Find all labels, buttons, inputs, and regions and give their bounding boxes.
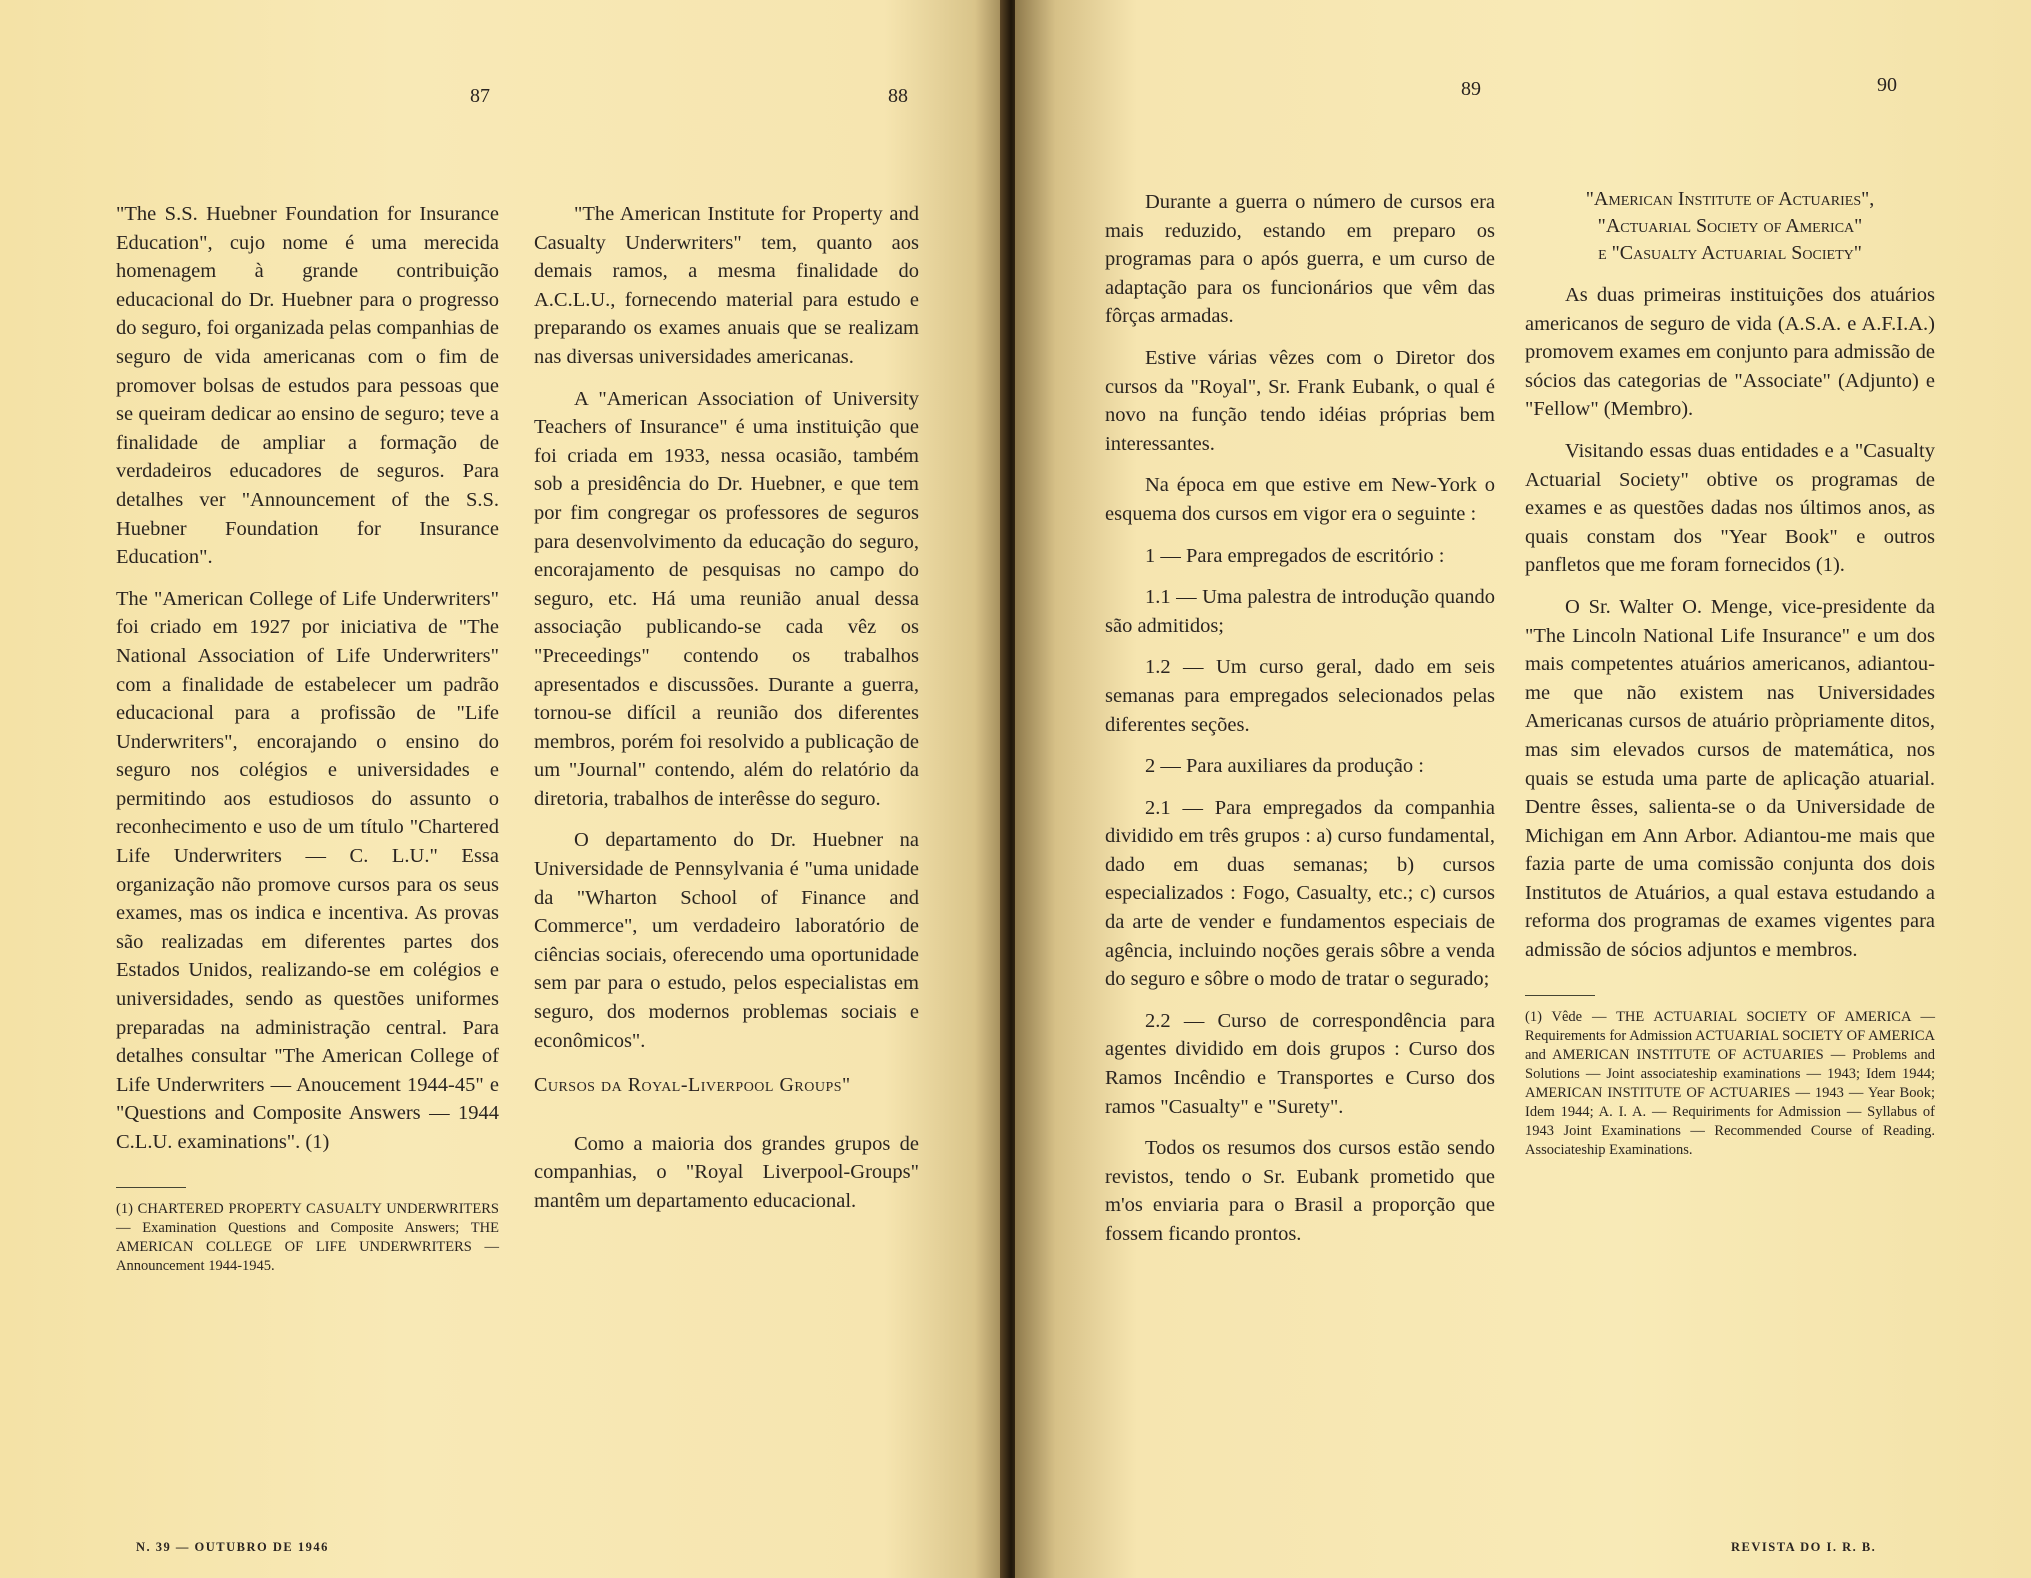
paragraph: A "American Association of University Teachers of Insurance" é uma instituição que foi criada em 1933, nessa ocasião, também sob a presidência do Dr. Huebner, e que tem por fim congregar os professores de seguros para desenvolvimento da educação do seguro, encorajamento de pesquisas no campo do seguro, etc. Há uma reunião anual dessa associação publicando-se cada vêz os "Preceedings" contendo os trabalhos apresentados e discussões. Durante a guerra, tornou-se difícil a reunião dos diferentes membros, porém foi resolvido a publicação de um "Journal" contendo, além do relatório da diretoria, trabalhos de interêsse do seguro. — [534, 387, 919, 810]
page-number-87: 87 — [470, 85, 490, 107]
paragraph: 2.1 — Para empregados da companhia dividido em três grupos : a) curso fundamental, dado em duas semanas; b) cursos especializados : Fogo, Casualty, etc.; c) cursos da arte de vender e fundamentos especiais de agência, incluindo noções gerais sôbre a venda do seguro e sôbre o modo de tratar o segurado; — [1105, 796, 1495, 991]
paragraph: 2 — Para auxiliares da produção : — [1145, 755, 1424, 778]
paragraph: 1 — Para empregados de escritório : — [1145, 544, 1445, 567]
paragraph: O departamento do Dr. Huebner na Universidade de Pennsylvania é "uma unidade da "Wharton School of Finance and Commerce", um verdadeiro laboratório de ciências sociais, oferecendo uma oportunidade sem par para o estudo, pelos especialistas em seguro, dos modernos problemas sociais e econômicos". — [534, 829, 919, 1052]
heading-line: e "Casualty Actuarial Society" — [1598, 242, 1862, 264]
paragraph: "The S.S. Huebner Foundation for Insurance Education", cujo nome é uma merecida homenagem à grande contribuição educacional do Dr. Huebner para o progresso do seguro, foi organizada pelas companhias de seguro de vida americanas com o fim de promover bolsas de estudos para pessoas que se queiram dedicar ao ensino de seguro; teve a finalidade de ampliar a formação de verdadeiros educadores de seguros. Para detalhes ver "Announcement of the S.S. Huebner Foundation for Insurance Education". — [116, 203, 499, 569]
paragraph: 1.2 — Um curso geral, dado em seis semanas para empregados selecionados pelas diferentes seções. — [1105, 656, 1495, 736]
heading-line: "American Institute of Actuaries", — [1585, 188, 1875, 210]
paragraph: As duas primeiras instituições dos atuários americanos de seguro de vida (A.S.A. e A.F.I.A.) promovem exames em conjunto para admissão de sócios das categorias de "Associate" (Adjunto) e "Fellow" (Membro). — [1525, 284, 1935, 421]
section-heading — [1525, 186, 1935, 267]
left-page — [0, 0, 1005, 1578]
right-page — [1015, 0, 2031, 1578]
footnote-divider — [116, 1187, 186, 1188]
running-footer-right: REVISTA DO I. R. B. — [1731, 1540, 1877, 1554]
section-title: Cursos da Royal-Liverpool Groups" — [534, 1074, 851, 1097]
footnote-divider — [1525, 995, 1595, 996]
paragraph: 1.1 — Uma palestra de introdução quando são admitidos; — [1105, 586, 1495, 637]
column-page-90 — [1525, 186, 1935, 1160]
paragraph: The "American College of Life Underwriters" foi criado em 1927 por iniciativa de "The National Association of Life Underwriters" com a finalidade de estabelecer um padrão educacional para a profissão de "Life Underwriters", encorajando o ensino do seguro nos colégios e universidades e permitindo aos estudiosos do assunto o reconhecimento e uso de um título "Chartered Life Underwriters — C. L.U." Essa organização não promove cursos para os seus exames, mas os indica e incentiva. As provas são realizadas em diferentes partes dos Estados Unidos, realizando-se em colégios e universidades, sendo as questões uniformes preparadas na administração central. Para detalhes consultar "The American College of Life Underwriters — Anoucement 1944-45" e "Questions and Composite Answers — 1944 C.L.U. examinations". (1) — [116, 587, 499, 1153]
heading-line: "Actuarial Society of America" — [1597, 215, 1863, 237]
page-number-88: 88 — [888, 85, 908, 107]
paragraph: Como a maioria dos grandes grupos de companhias, o "Royal Liverpool-Groups" mantêm um departamento educacional. — [534, 1132, 919, 1212]
footnote: (1) CHARTERED PROPERTY CASUALTY UNDERWRITERS — Examination Questions and Composite Answers; THE AMERICAN COLLEGE OF LIFE UNDERWRITERS — Announcement 1944-1945. — [116, 1200, 499, 1274]
footnote: (1) Vêde — THE ACTUARIAL SOCIETY OF AMERICA — Requirements for Admission ACTUARIAL SOCIETY OF AMERICA and AMERICAN INSTITUTE OF ACTUARIES — Problems and Solutions — Joint associateship examinations — 1943; Idem 1944; AMERICAN INSTITUTE OF ACTUARIES — 1943 — Year Book; Idem 1944; A. I. A. — Requiriments for Admission — Syllabus of 1943 Joint Examinations — Recommended Course of Reading. Associateship Examinations. — [1525, 1008, 1935, 1158]
paragraph: Visitando essas duas entidades e a "Casualty Actuarial Society" obtive os programas de exames e as questões dadas nos últimos anos, as quais constam dos "Year Book" e outros panfletos que me foram fornecidos (1). — [1525, 439, 1935, 577]
paragraph: 2.2 — Curso de correspondência para agentes dividido em dois grupos : Curso dos Ramos Incêndio e Transportes e Curso dos ramos "Casualty" e "Surety". — [1105, 1009, 1495, 1118]
column-page-88 — [534, 200, 919, 1229]
column-page-89 — [1105, 188, 1495, 1262]
paragraph: Todos os resumos dos cursos estão sendo revistos, tendo o Sr. Eubank prometido que m'os enviaria para o Brasil a proporção que fossem ficando prontos. — [1105, 1137, 1495, 1245]
paragraph: O Sr. Walter O. Menge, vice-presidente da "The Lincoln National Life Insurance" e um dos mais competentes atuários americanos, adiantou-me que não existem nas Universidades Americanas cursos de atuário pròpriamente ditos, mas sim elevados cursos de matemática, nos quais se estuda uma parte de aplicação atuarial. Dentre êsses, salienta-se o da Universidade de Michigan em Ann Arbor. Adiantou-me mais que fazia parte de uma comissão conjunta dos dois Institutos de Atuários, a qual estava estudando a reforma dos programas de exames vigentes para admissão de sócios adjuntos e membros. — [1525, 595, 1935, 962]
page-number-90: 90 — [1877, 74, 1897, 96]
paragraph: Durante a guerra o número de cursos era mais reduzido, estando em preparo os programas para o após guerra, e um curso de adaptação para os funcionários que vêm das fôrças armadas. — [1105, 191, 1495, 328]
paragraph: Na época em que estive em New-York o esquema dos cursos em vigor era o seguinte : — [1105, 474, 1495, 525]
paragraph: Estive várias vêzes com o Diretor dos cursos da "Royal", Sr. Frank Eubank, o qual é novo na função tendo idéias próprias bem interessantes. — [1105, 346, 1495, 455]
column-page-87 — [116, 200, 499, 1276]
page-number-89: 89 — [1461, 78, 1481, 100]
paragraph: "The American Institute for Property and Casualty Underwriters" tem, quanto aos demais ramos, a mesma finalidade do A.C.L.U., fornecendo material para estudo e preparando os exames anuais que se realizam nas diversas universidades americanas. — [534, 203, 919, 368]
running-footer-left: N. 39 — OUTUBRO DE 1946 — [136, 1540, 329, 1554]
